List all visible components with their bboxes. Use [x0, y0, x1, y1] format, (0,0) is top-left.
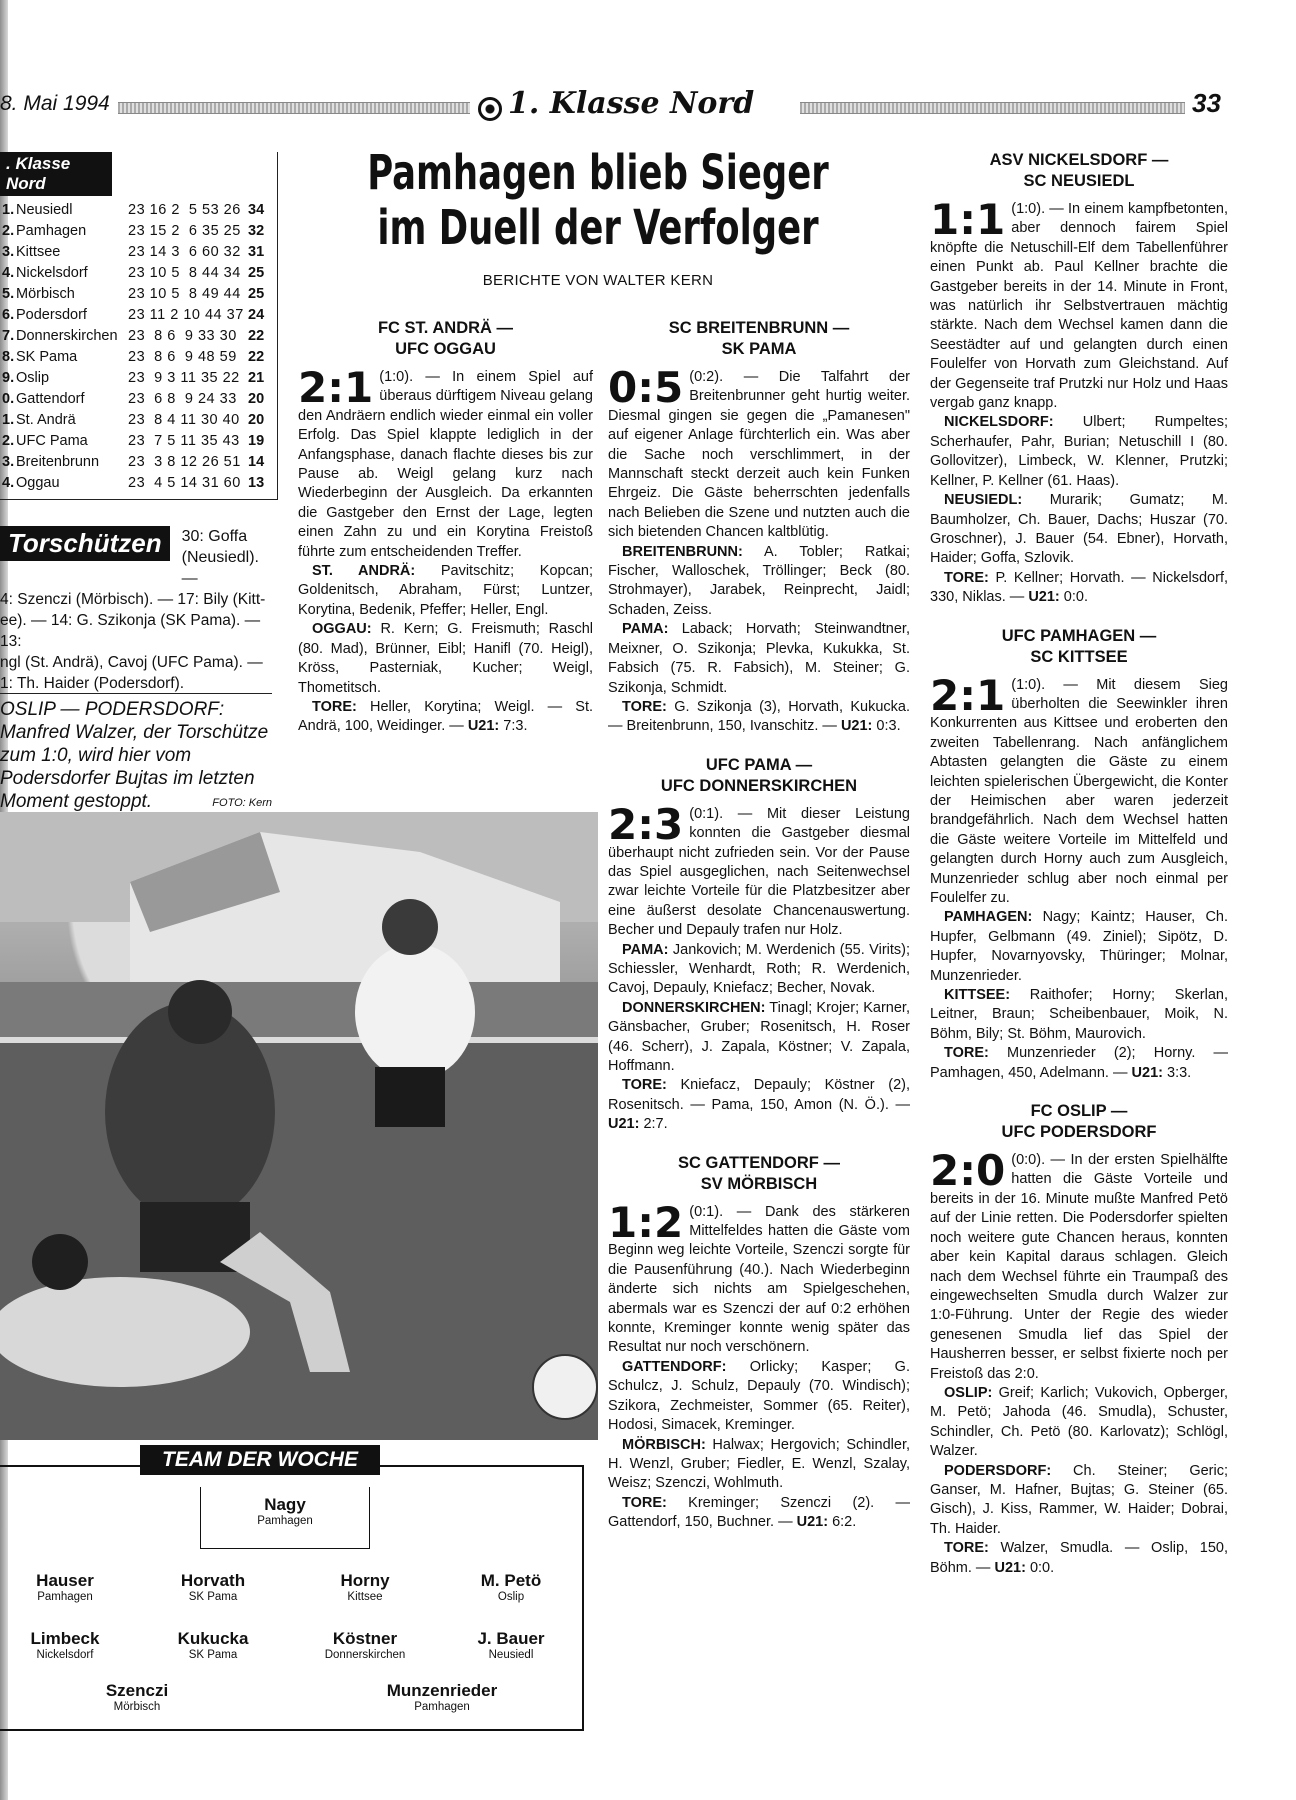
player-club: Donnerskirchen: [324, 1649, 406, 1661]
standings-rank: 9.: [2, 370, 15, 386]
top-scorers-line: ngl (St. Andrä), Cavoj (UFC Pama). —: [0, 654, 263, 671]
player-name: Limbeck: [30, 1629, 100, 1648]
standings-team: Gattendorf: [16, 391, 85, 407]
standings-table: [0, 152, 278, 500]
standings-points: 14: [248, 454, 265, 470]
player-club: Oslip: [497, 1591, 525, 1603]
lineup-text: Ch. Steiner; Geric; Ganser, M. Hafner, Bujtas; G. Steiner (65. Gisch), J. Kiss, Rammer, W. Haider; Dobrai, Th. Haider.: [930, 1462, 1229, 1537]
player-midfielder: [0, 1629, 140, 1661]
goals-text: Kreminger; Szenczi (2). — Gattendorf, 150, Buchner. —: [608, 1494, 911, 1531]
header-rule-left: [118, 102, 470, 114]
standings-team: St. Andrä: [16, 412, 76, 428]
standings-rank: 0.: [2, 391, 15, 407]
player-goalkeeper: [210, 1495, 360, 1527]
match-photo-illustration: [0, 812, 598, 1440]
match-title: SC GATTENDORF —: [678, 1153, 840, 1172]
match-title: ASV NICKELSDORF —: [989, 151, 1169, 169]
goals-label: TORE:: [622, 1077, 667, 1094]
team-of-week-title: TEAM DER WOCHE: [140, 1445, 380, 1475]
match-text: (0:2). — Die Talfahrt der Breitenbrunner geht hurtig weiter. Diesmal gingen sie gegen die „Pamanesen" auf eigener Anlage fürchterlich ein. Was aber die Sache noch verschlimmert, in der Mannschaft steckt derzeit auch kein Funken Ehrgeiz. Die Gäste beherrschten jedenfalls nach Belieben die Szene und nutzten auch die sich bietenden Chancen kaltblütig.: [608, 369, 910, 541]
goals-label: TORE:: [312, 698, 357, 715]
match-body: [298, 363, 594, 737]
standings-team: UFC Pama: [16, 433, 88, 449]
match-body: [930, 1146, 1229, 1578]
standings-team: Pamhagen: [16, 223, 87, 239]
byline: BERICHTE VON WALTER KERN: [482, 272, 714, 289]
player-midfielder: [138, 1629, 288, 1661]
lineup-label: MÖRBISCH:: [622, 1436, 706, 1453]
match-score: 1:1: [930, 195, 1006, 244]
goals-text: G. Szikonja (3), Horvath, Kukucka. — Breitenbrunn, 150, Ivanschitz. —: [608, 698, 911, 735]
standings-team: Oslip: [16, 370, 50, 386]
standings-points: 32: [248, 223, 265, 239]
u21-score: 6:2.: [832, 1514, 857, 1531]
goals-text: Heller, Korytina; Weigl. — St. Andrä, 100, Weidinger. —: [298, 698, 594, 735]
match-text: (1:0). — Mit diesem Sieg überholten die Seewinkler ihren Konkurrenten aus Kittsee und eroberten den zweiten Tabellenrang. Nach anfänglichem Abtasten gelangten die Gäste zu einem leichten spielerischen Übergewicht, die Konter der Heimischen aber waren jederzeit brandgefährlich. Nach dem Wechsel hatten die Gäste weitere Vorteile im Mittelfeld und gelangten durch Horny auch zum Ausgleich, Munzenrieder schlug aber noch einmal per Foulelfer zu.: [930, 676, 1228, 906]
lineup-label: DONNERSKIRCHEN:: [622, 999, 766, 1016]
team-of-week: [0, 1448, 584, 1731]
goals-label: TORE:: [944, 1540, 989, 1557]
lineup-label: PAMHAGEN:: [944, 909, 1033, 926]
standings-row: [2, 305, 277, 326]
u21-label: U21:: [1131, 1064, 1163, 1081]
u21-label: U21:: [840, 718, 873, 735]
match-body: [930, 670, 1229, 1084]
u21-label: U21:: [796, 1514, 829, 1531]
standings-stats: 23 8 6 9 33 30: [128, 328, 237, 344]
standings-stats: 23 10 5 8 49 44: [128, 286, 241, 302]
standings-rank: 3.: [2, 454, 15, 470]
standings-points: 20: [248, 412, 265, 428]
u21-label: U21:: [467, 718, 500, 735]
lineup-text: Pavitschitz; Kopcan; Goldenitsch, Abraham, Fürst; Luntzer, Korytina, Bedenik, Pfeffer; Heller, Engl.: [298, 563, 593, 618]
match-report: [930, 626, 1228, 1084]
match-title: SC BREITENBRUNN —: [668, 319, 850, 337]
standings-rank: 1.: [2, 202, 15, 218]
lineup-label: OSLIP:: [944, 1384, 993, 1401]
lineup-label: PAMA:: [622, 621, 669, 638]
match-text: (0:1). — Mit dieser Leistung konnten die Gastgeber diesmal überhaupt nicht zufrieden sein. Vor der Pause das Spiel ausgeglichen, nach Seitenwechsel zwar leichte Vorteile für die Platzbesitzer aber eine äußerst desolate Chancenauswertung. Becher und Depauly trafen nur Holz.: [608, 805, 910, 939]
standings-rank: 3.: [2, 244, 15, 260]
standings-stats: 23 3 8 12 26 51: [128, 454, 241, 470]
standings-points: 20: [248, 391, 265, 407]
goals-text: P. Kellner; Horvath. — Nickelsdorf, 330, Niklas. —: [930, 569, 1228, 606]
standings-team: Nickelsdorf: [16, 265, 88, 281]
standings-points: 31: [248, 244, 265, 260]
standings-stats: 23 11 2 10 44 37: [128, 307, 244, 323]
lineup-label: OGGAU:: [312, 621, 372, 638]
standings-points: 19: [248, 433, 265, 449]
headline-line: im Duell der Verfolger: [377, 200, 819, 256]
match-report: [298, 318, 593, 737]
section-label: 1. Klasse Nord: [508, 86, 755, 121]
standings-rank: 5.: [2, 286, 15, 302]
standings-row: [2, 221, 277, 242]
standings-team: Podersdorf: [16, 307, 87, 323]
match-title: UFC PODERSDORF: [1001, 1123, 1157, 1142]
u21-score: 0:3.: [876, 718, 901, 735]
player-club: SK Pama: [188, 1649, 238, 1661]
player-defender: [0, 1571, 140, 1603]
top-scorers-line: 4: Szenczi (Mörbisch). — 17: Bily (Kitt-: [0, 591, 266, 608]
player-club: Mörbisch: [113, 1701, 161, 1713]
u21-score: 2:7.: [643, 1116, 668, 1133]
player-name: J. Bauer: [477, 1629, 545, 1648]
match-score: 2:1: [298, 363, 374, 412]
standings-team: Mörbisch: [16, 286, 75, 302]
standings-stats: 23 9 3 11 35 22: [128, 370, 240, 386]
match-photo: [0, 812, 598, 1440]
player-name: M. Petö: [480, 1571, 542, 1590]
match-title: UFC DONNERSKIRCHEN: [660, 776, 858, 795]
standings-points: 22: [248, 349, 265, 365]
standings-points: 21: [248, 370, 265, 386]
match-body: [930, 195, 1229, 608]
header-rule-right: [800, 102, 1185, 114]
lineup-text: Orlicky; Kasper; G. Schulcz, J. Schulz, Depauly (70. Windisch); Szikora, Zechmeister, Sommer (65. Reiter), Hodosi, Simacek, Kreminger.: [608, 1358, 910, 1434]
match-column-3: [930, 150, 1228, 1578]
match-body: [608, 1197, 911, 1533]
headline-line: Pamhagen blieb Sieger: [367, 145, 829, 201]
player-name: Horvath: [180, 1571, 246, 1590]
standings-stats: 23 14 3 6 60 32: [128, 244, 241, 260]
standings-row: [2, 452, 277, 473]
standings-stats: 23 10 5 8 44 34: [128, 265, 241, 281]
lineup-text: Ulbert; Rumpeltes; Scherhaufer, Pahr, Burian; Netuschill I (80. Gollovitzer), Limbeck, W. Klenner, Prutzki; Kellner, P. Kellner (61. Haas).: [930, 414, 1229, 489]
standings-row: [2, 347, 277, 368]
standings-row: [2, 389, 277, 410]
standings-stats: 23 8 6 9 48 59: [128, 349, 237, 365]
standings-rank: 1.: [2, 412, 15, 428]
section-title: [478, 86, 754, 121]
lineup-label: ST. ANDRÄ:: [312, 563, 416, 580]
player-name: Munzenrieder: [386, 1681, 498, 1700]
top-scorers-line: 1: Th. Haider (Podersdorf).: [0, 675, 185, 692]
standings-points: 25: [248, 265, 265, 281]
lineup-text: Raithofer; Horny; Skerlan, Leitner, Braun; Scheibenbauer, Moik, N. Böhm, Bily; St. Böhm, Maurovich.: [930, 987, 1229, 1042]
goals-label: TORE:: [622, 698, 667, 715]
lineup-label: NEUSIEDL:: [944, 492, 1023, 509]
standings-row: [2, 284, 277, 305]
match-body: [608, 363, 911, 737]
standings-rank: 7.: [2, 328, 15, 344]
standings-stats: 23 15 2 6 35 25: [128, 223, 241, 239]
match-score: 0:5: [608, 363, 684, 412]
goals-text: Munzenrieder (2); Horny. — Pamhagen, 450, Adelmann. —: [930, 1045, 1229, 1081]
lineup-text: Murarik; Gumatz; M. Baumholzer, Ch. Bauer, Dachs; Huszar (70. Groschner), J. Bauer (54. Ebner), Horvath, Haider; Goffa, Szlovik.: [930, 492, 1228, 567]
u21-label: U21:: [1028, 589, 1060, 606]
lineup-text: Laback; Horvath; Steinwandtner, Meixner, O. Szikonja; Plevka, Kukukka, St. Fabsich (75. R. Fabsich), M. Steiner; G. Szikonja, Schmidt.: [608, 621, 910, 696]
match-report: [930, 1101, 1228, 1578]
match-score: 2:0: [930, 1146, 1006, 1196]
standings-team: Breitenbrunn: [16, 454, 100, 470]
top-scorers: [0, 526, 270, 694]
player-midfielder: [290, 1629, 440, 1661]
standings-title: . Klasse Nord: [0, 152, 112, 196]
standings-stats: 23 7 5 11 35 43: [128, 433, 240, 449]
standings-row: [2, 200, 277, 221]
standings-row: [2, 242, 277, 263]
match-text: (1:0). — In einem Spiel auf überaus dürftigem Niveau gelang den Andräern endlich wieder einmal ein voller Erfolg. Das Spiel klappte lediglich in der Anfangsphase, danach flachte dieses bis zur Pause ab. Weigl gelang kurz nach Wiederbeginn der Ausgleich. Da erkannten die Gastgeber den Ernst der Lage, legten einen Zahn zu und ein Korytina Freistoß führte zum entscheidenden Treffer.: [298, 369, 593, 560]
match-report: [608, 1153, 910, 1533]
standings-team: SK Pama: [16, 349, 78, 365]
player-name: Horny: [340, 1571, 390, 1590]
lineup-label: NICKELSDORF:: [944, 414, 1054, 431]
standings-team: Oggau: [16, 475, 60, 491]
standings-stats: 23 8 4 11 30 40: [128, 412, 240, 428]
goals-label: TORE:: [944, 569, 989, 586]
lineup-label: PAMA:: [622, 941, 669, 958]
u21-label: U21:: [994, 1559, 1026, 1576]
standings-points: 24: [248, 307, 265, 323]
standings-team: Donnerskirchen: [16, 328, 118, 344]
goals-label: TORE:: [622, 1494, 667, 1511]
player-forward: [62, 1681, 212, 1713]
standings-rank: 4.: [2, 475, 15, 491]
player-club: Pamhagen: [257, 1515, 313, 1527]
match-report: [608, 318, 910, 737]
match-column-2: [608, 318, 910, 1533]
issue-date: 8. Mai 1994: [0, 92, 110, 115]
player-club: Kittsee: [347, 1591, 383, 1603]
standings-stats: 23 4 5 14 31 60: [128, 475, 241, 491]
u21-score: 0:0.: [1063, 589, 1088, 606]
match-score: 2:3: [608, 799, 684, 849]
player-defender: [436, 1571, 586, 1603]
standings-row: [2, 431, 277, 452]
player-name: Nagy: [264, 1495, 306, 1514]
match-title: SV MÖRBISCH: [700, 1174, 818, 1193]
standings-rank: 6.: [2, 307, 15, 323]
player-name: Köstner: [332, 1629, 398, 1648]
match-title: SK PAMA: [721, 340, 797, 358]
player-club: SK Pama: [188, 1591, 238, 1603]
match-title: FC ST. ANDRÄ —: [377, 319, 514, 337]
standings-rank: 8.: [2, 349, 15, 365]
player-forward: [352, 1681, 532, 1713]
match-score: 2:1: [930, 670, 1006, 720]
match-title: SC NEUSIEDL: [1023, 172, 1135, 190]
top-scorers-line: ee). — 14: G. Szikonja (SK Pama). — 13:: [0, 612, 261, 650]
lineup-label: BREITENBRUNN:: [622, 543, 743, 560]
standings-rank: 4.: [2, 265, 15, 281]
match-title: FC OSLIP —: [1030, 1102, 1128, 1121]
lineup-text: Halwax; Hergovich; Schindler, H. Wenzl, Gruber; Fiedler, E. Wenzl, Szalay, Weisz; Szenczi, Wohlmuth.: [608, 1436, 910, 1492]
standings-rank: 2.: [2, 223, 15, 239]
standings-points: 25: [248, 286, 265, 302]
match-body: [608, 799, 911, 1135]
player-club: Neusiedl: [488, 1649, 534, 1661]
match-text: (1:0). — In einem kampfbetonten, aber dennoch fairem Spiel knöpfte die Netuschill-Elf dem Tabellenführer einen Punkt ab. Paul Kellner brachte die Gastgeber bereits in der 14. Minute in Front, was natürlich ihr Selbstvertrauen mächtig stärkte. Nach dem Wechsel kamen dann die Seestädter auf und gelangten durch einen Foulelfer von Horvath zum Gleichstand. Auf der Gegenseite traf Prutzki nur Holz und Haas vergab ganz knapp.: [930, 201, 1228, 412]
standings-team: Kittsee: [16, 244, 61, 260]
u21-score: 3:3.: [1167, 1064, 1192, 1081]
u21-label: U21:: [608, 1116, 640, 1133]
lineup-label: PODERSDORF:: [944, 1462, 1052, 1479]
player-midfielder: [436, 1629, 586, 1661]
standings-points: 13: [248, 475, 265, 491]
match-report: [608, 755, 910, 1135]
player-name: Hauser: [36, 1571, 94, 1590]
standings-row: [2, 473, 277, 494]
match-title: UFC OGGAU: [395, 340, 496, 358]
match-title: UFC PAMHAGEN —: [1001, 626, 1157, 645]
headline: [298, 146, 898, 256]
lineup-text: Greif; Karlich; Vukovich, Opberger, M. Petö; Jahoda (46. Smudla), Schuster, Schindler, Ch. Petö (80. Karlovatz); Schlögl, Walzer.: [930, 1384, 1228, 1460]
lineup-text: Tinagl; Krojer; Karner, Gänsbacher, Gruber; Rosenitsch, H. Roser (46. Scherr), J. Zapala, Köstner; V. Zapala, Hoffmann.: [608, 999, 910, 1074]
standings-row: [2, 263, 277, 284]
lineup-text: Jankovich; M. Werdenich (55. Virits); Schiessler, Wenhardt, Roth; R. Werdenich, Cavoj, Depauly, Kniefacz; Becher, Novak.: [608, 941, 911, 997]
match-text: (0:1). — Dank des stärkeren Mittelfeldes hatten die Gäste vom Beginn weg leichte Vorteile, Szenczi sorgte für die Pausenführung (40.). Nach Wiederbeginn änderte sich nichts am Spielgeschehen, abermals war es Szenczi der auf 0:2 erhöhen konnte, Kreminger konnte wenig später das Resultat nur noch verschönern.: [608, 1203, 910, 1356]
photo-caption-text: OSLIP — PODERSDORF: Manfred Walzer, der Torschütze zum 1:0, wird hier vom Podersdorfer Bujtas im letzten Moment gestoppt.: [0, 699, 269, 812]
goals-label: TORE:: [944, 1045, 989, 1062]
match-title: SC KITTSEE: [1030, 647, 1128, 666]
top-scorers-title: Torschützen: [0, 526, 170, 561]
standings-rows: [0, 196, 277, 494]
u21-score: 7:3.: [503, 718, 528, 735]
player-club: Nickelsdorf: [36, 1649, 94, 1661]
football-icon: [478, 97, 502, 121]
u21-score: 0:0.: [1029, 1559, 1055, 1576]
lineup-label: GATTENDORF:: [622, 1358, 727, 1375]
player-defender: [290, 1571, 440, 1603]
photo-credit: FOTO: Kern: [212, 797, 272, 809]
standings-points: 22: [248, 328, 265, 344]
photo-caption: [0, 693, 272, 812]
match-report: [930, 150, 1228, 608]
player-name: Szenczi: [105, 1681, 169, 1700]
standings-row: [2, 368, 277, 389]
match-score: 1:2: [608, 1197, 684, 1247]
lineup-text: Nagy; Kaintz; Hauser, Ch. Hupfer, Gelbmann (49. Ziniel); Sipötz, D. Hupfer, Novarnyovsky, Thüringer; Molnar, Munzenrieder.: [930, 909, 1229, 984]
lineup-label: KITTSEE:: [944, 987, 1011, 1004]
top-scorers-first: 30: Goffa (Neusiedl). —: [181, 528, 259, 587]
player-name: Kukucka: [177, 1629, 249, 1648]
standings-stats: 23 16 2 5 53 26: [128, 202, 241, 218]
player-club: Pamhagen: [37, 1591, 93, 1603]
match-title: UFC PAMA —: [705, 755, 813, 774]
standings-row: [2, 410, 277, 431]
goals-text: Kniefacz, Depauly; Köstner (2), Rosenitsch. — Pama, 150, Amon (N. Ö.). —: [608, 1077, 910, 1113]
standings-team: Neusiedl: [16, 202, 73, 218]
standings-points: 34: [248, 202, 265, 218]
player-defender: [138, 1571, 288, 1603]
goals-text: Walzer, Smudla. — Oslip, 150, Böhm. —: [930, 1540, 1228, 1576]
standings-rank: 2.: [2, 433, 15, 449]
lineup-text: A. Tobler; Ratkai; Fischer, Walloschek, Tröllinger; Beck (80. Strohmayer), Jarabek, Reinprecht, Jaidl; Schaden, Zeiss.: [608, 543, 910, 618]
match-text: (0:0). — In der ersten Spielhälfte hatten die Gäste Vorteile und bereits in der 16. Minute mußte Manfred Petö auf der Linie retten. Die Podersdorfer spielten noch weitere gute Chancen heraus, konnten aber kein Kapital daraus schlagen. Gleich nach dem Wechsel führte ein Traumpaß des eingewechselten Smudla durch Walzer zur 1:0-Führung. Unter der Regie des wieder genesenen Smudla lief das Spiel der Hausherren besser, er selbst fixierte noch per Freistoß das 2:0.: [930, 1152, 1228, 1382]
lineup-text: R. Kern; G. Freismuth; Raschl (80. Mad), Brünner, Eibl; Hanifl (70. Heigl), Kröss, Pasterniak, Kucher; Weigl, Thometitsch.: [298, 621, 593, 696]
standings-stats: 23 6 8 9 24 33: [128, 391, 237, 407]
standings-row: [2, 326, 277, 347]
page-number: 33: [1192, 88, 1221, 118]
player-club: Pamhagen: [414, 1701, 470, 1713]
